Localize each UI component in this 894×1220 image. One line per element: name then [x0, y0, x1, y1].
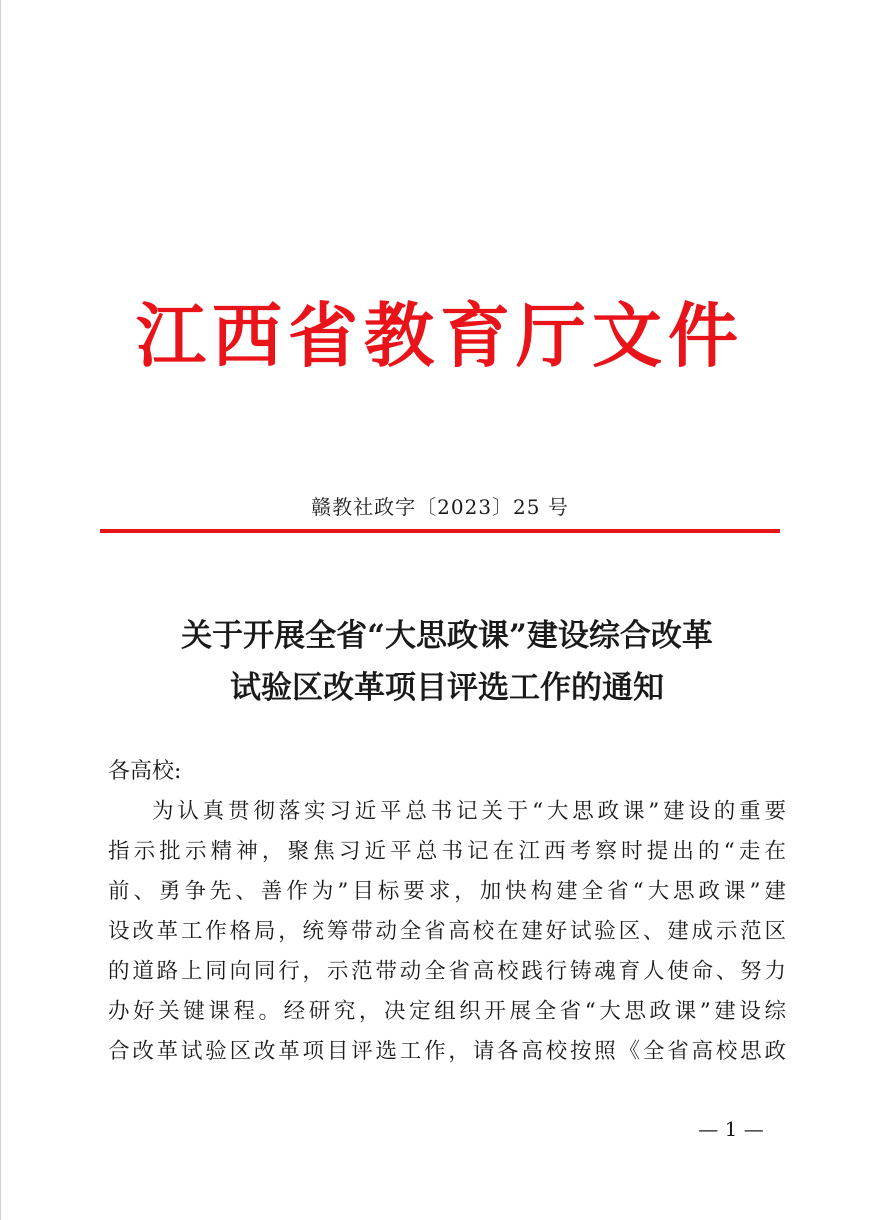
- body-line: 办好关键课程。经研究，决定组织开展全省“大思政课”建设综: [108, 999, 786, 1024]
- body-line: 设改革工作格局，统筹带动全省高校在建好试验区、建成示范区: [108, 919, 786, 944]
- body-line: 前、勇争先、善作为”目标要求，加快构建全省“大思政课”建: [108, 879, 786, 904]
- body-line: 的道路上同向同行，示范带动全省高校践行铸魂育人使命、努力: [108, 959, 786, 984]
- document-number: 赣教社政字〔2023〕25 号: [311, 495, 569, 519]
- body-line: 合改革试验区改革项目评选工作，请各高校按照《全省高校思政: [108, 1039, 786, 1064]
- body-line: 指示批示精神，聚焦习近平总书记在江西考察时提出的“走在: [108, 839, 786, 864]
- notice-title: [100, 610, 794, 714]
- red-divider-line: [100, 529, 780, 533]
- notice-title-line-1: 关于开展全省“大思政课”建设综合改革: [181, 618, 713, 654]
- page-edge: [0, 0, 1, 1220]
- notice-title-line-2: 试验区改革项目评选工作的通知: [230, 670, 664, 706]
- body-line: 为认真贯彻落实习近平总书记关于“大思政课”建设的重要: [152, 799, 786, 824]
- body-paragraph: [108, 792, 786, 1072]
- salutation: 各高校:: [108, 759, 182, 784]
- page-number: — 1 —: [698, 1117, 764, 1141]
- masthead-title: 江西省教育厅文件: [136, 294, 744, 377]
